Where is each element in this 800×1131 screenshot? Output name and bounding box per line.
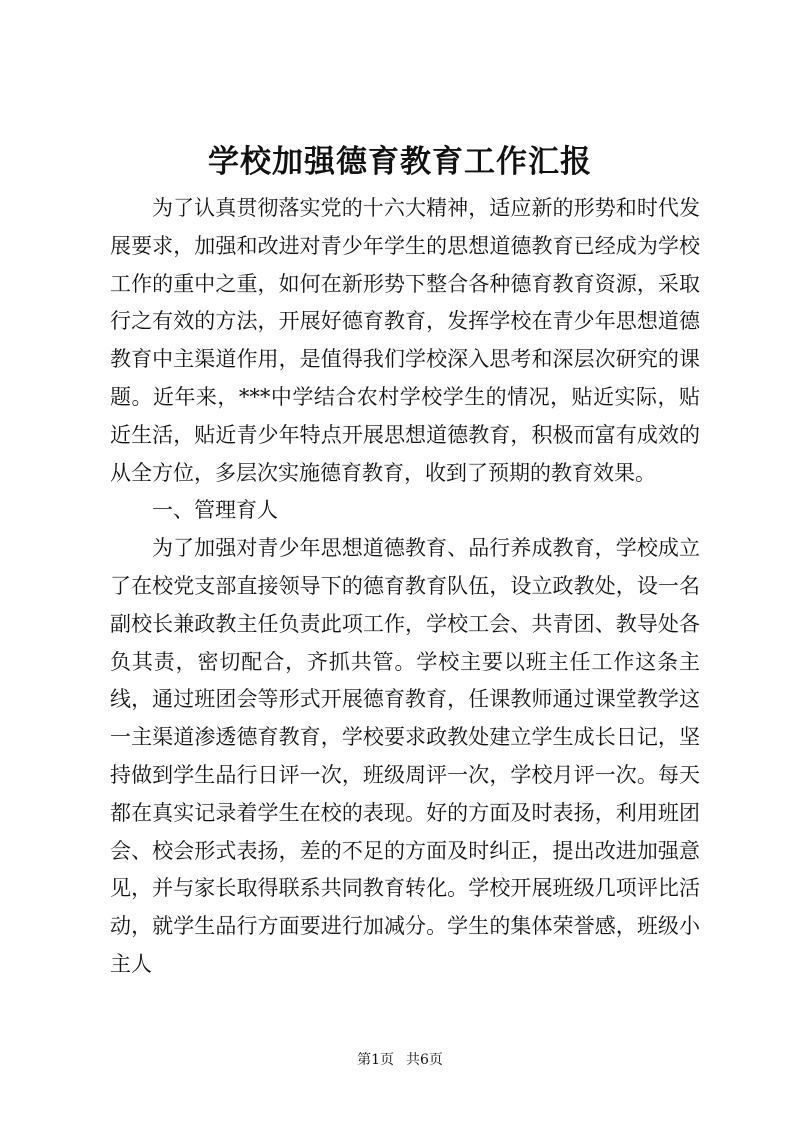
document-body — [110, 190, 700, 984]
document-title: 学校加强德育教育工作汇报 — [208, 144, 592, 180]
section-heading-management: 一、管理育人 — [152, 498, 278, 523]
page-total: 共6页 — [406, 1052, 443, 1068]
page-footer — [0, 1050, 800, 1070]
paragraph-management: 为了加强对青少年思想道德教育、品行养成教育，学校成立了在校党支部直接领导下的德育教育队伍，设立政教处，设一名副校长兼政教主任负责此项工作，学校工会、共青团、教导处各负其责，密切配合，齐抓共管。学校主要以班主任工作这条主线，通过班团会等形式开展德育教育，任课教师通过课堂教学这一主渠道渗透德育教育，学校要求政教处建立学生成长日记，坚持做到学生品行日评一次，班级周评一次，学校月评一次。每天都在真实记录着学生在校的表现。好的方面及时表扬，利用班团会、校会形式表扬，差的不足的方面及时纠正，提出改进加强意见，并与家长取得联系共同教育转化。学校开展班级几项评比活动，就学生品行方面要进行加减分。学生的集体荣誉感，班级小主人 — [110, 536, 700, 976]
page-number: 第1页 — [357, 1052, 394, 1068]
paragraph-intro: 为了认真贯彻落实党的十六大精神，适应新的形势和时代发展要求，加强和改进对青少年学生的思想道德教育已经成为学校工作的重中之重，如何在新形势下整合各种德育教育资源，采取行之有效的方法，开展好德育教育，发挥学校在青少年思想道德教育中主渠道作用，是值得我们学校深入思考和深层次研究的课题。近年来，***中学结合农村学校学生的情况，贴近实际，贴近生活，贴近青少年特点开展思想道德教育，积极而富有成效的从全方位，多层次实施德育教育，收到了预期的教育效果。 — [110, 196, 700, 485]
